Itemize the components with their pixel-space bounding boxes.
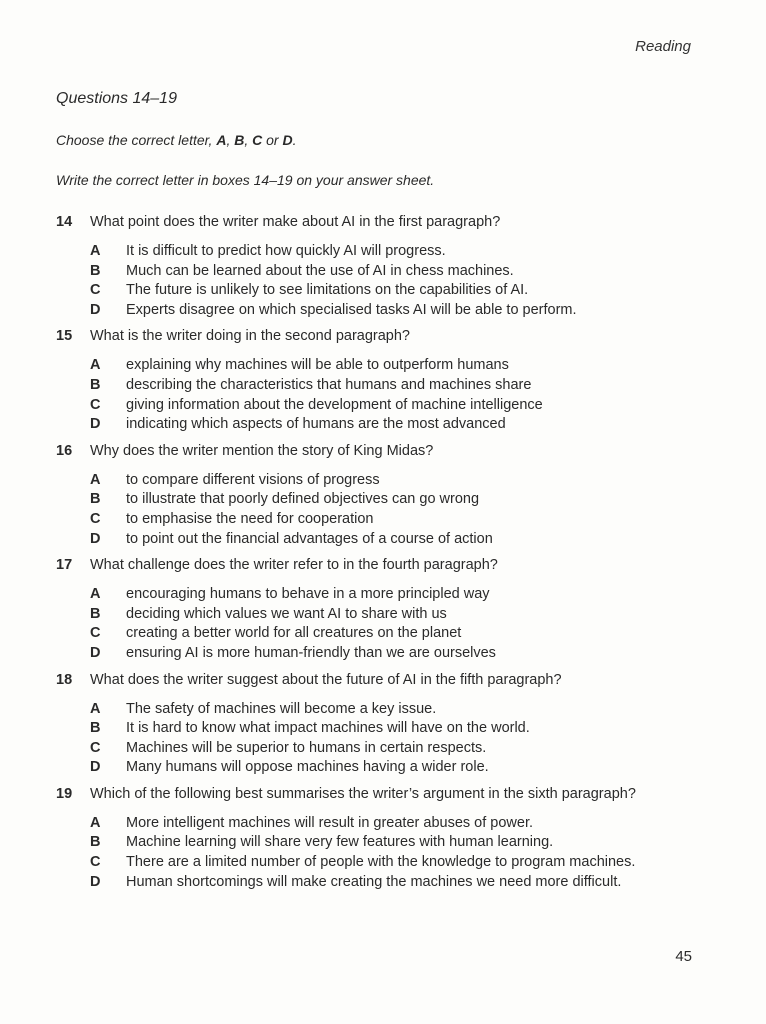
option-text: It is hard to know what impact machines will have on the world. bbox=[126, 720, 530, 737]
option-d bbox=[56, 301, 716, 321]
option-list bbox=[56, 585, 716, 663]
option-a bbox=[56, 585, 716, 605]
question-text: Which of the following best summarises the writer’s argument in the sixth paragraph? bbox=[90, 785, 636, 802]
instruction-pre: Choose the correct letter, bbox=[56, 132, 217, 148]
questions-title: Questions 14–19 bbox=[56, 90, 177, 107]
option-list bbox=[56, 471, 716, 549]
option-text: explaining why machines will be able to outperform humans bbox=[126, 357, 509, 374]
option-letter: A bbox=[90, 814, 101, 831]
option-text: Many humans will oppose machines having a wider role. bbox=[126, 759, 489, 776]
option-d bbox=[56, 415, 716, 435]
option-text: describing the characteristics that humans and machines share bbox=[126, 376, 532, 393]
option-letter: C bbox=[90, 739, 101, 756]
page-number: 45 bbox=[675, 948, 692, 965]
option-list bbox=[56, 356, 716, 434]
question-18 bbox=[56, 670, 716, 778]
option-letter: A bbox=[90, 357, 101, 374]
option-b bbox=[56, 833, 716, 853]
option-letter: A bbox=[90, 586, 101, 603]
option-a bbox=[56, 700, 716, 720]
question-number: 19 bbox=[56, 785, 73, 802]
option-letter: C bbox=[90, 510, 101, 527]
question-stem bbox=[56, 670, 716, 690]
option-a bbox=[56, 242, 716, 262]
question-number: 17 bbox=[56, 557, 73, 574]
option-text: to point out the financial advantages of a course of action bbox=[126, 530, 493, 547]
question-text: Why does the writer mention the story of King Midas? bbox=[90, 442, 434, 459]
option-list bbox=[56, 700, 716, 778]
option-text: giving information about the development of machine intelligence bbox=[126, 396, 543, 413]
option-d bbox=[56, 873, 716, 893]
option-text: creating a better world for all creatures on the planet bbox=[126, 625, 462, 642]
option-c bbox=[56, 510, 716, 530]
instruction-sep1: , bbox=[226, 132, 235, 148]
question-text: What does the writer suggest about the future of AI in the fifth paragraph? bbox=[90, 671, 562, 688]
option-d bbox=[56, 758, 716, 778]
option-letter: D bbox=[90, 873, 101, 890]
option-letter: B bbox=[90, 605, 101, 622]
section-header: Reading bbox=[635, 38, 691, 55]
question-14 bbox=[56, 212, 716, 320]
question-19 bbox=[56, 784, 716, 892]
instruction-mid: or bbox=[262, 132, 283, 148]
question-text: What challenge does the writer refer to in the fourth paragraph? bbox=[90, 557, 498, 574]
option-text: to emphasise the need for cooperation bbox=[126, 510, 374, 527]
question-text: What point does the writer make about AI in the first paragraph? bbox=[90, 214, 501, 230]
instruction-letter-a: A bbox=[216, 132, 227, 148]
option-letter: A bbox=[90, 700, 101, 717]
option-letter: B bbox=[90, 720, 101, 737]
option-c bbox=[56, 739, 716, 759]
option-c bbox=[56, 281, 716, 301]
option-list bbox=[56, 242, 716, 320]
option-letter: D bbox=[90, 416, 101, 433]
option-b bbox=[56, 376, 716, 396]
option-d bbox=[56, 530, 716, 550]
option-a bbox=[56, 356, 716, 376]
option-text: It is difficult to predict how quickly AI will progress. bbox=[126, 243, 446, 259]
option-letter: D bbox=[90, 530, 101, 547]
option-c bbox=[56, 396, 716, 416]
option-letter: B bbox=[90, 491, 101, 508]
question-17 bbox=[56, 555, 716, 663]
instruction-letter-d: D bbox=[282, 132, 293, 148]
option-letter: B bbox=[90, 376, 101, 393]
option-list bbox=[56, 814, 716, 892]
option-a bbox=[56, 814, 716, 834]
option-letter: C bbox=[90, 396, 101, 413]
option-letter: C bbox=[90, 854, 101, 871]
option-b bbox=[56, 262, 716, 282]
instruction-choose-letter bbox=[56, 132, 297, 148]
option-c bbox=[56, 624, 716, 644]
option-letter: D bbox=[90, 644, 101, 661]
option-letter: D bbox=[90, 759, 101, 776]
instruction-sep2: , bbox=[244, 132, 253, 148]
option-text: More intelligent machines will result in greater abuses of power. bbox=[126, 814, 534, 831]
question-stem bbox=[56, 441, 716, 461]
option-text: deciding which values we want AI to share with us bbox=[126, 605, 447, 622]
question-15 bbox=[56, 326, 716, 434]
option-text: to compare different visions of progress bbox=[126, 471, 380, 488]
option-text: Machines will be superior to humans in certain respects. bbox=[126, 739, 487, 756]
question-stem bbox=[56, 326, 716, 346]
option-b bbox=[56, 605, 716, 625]
option-letter: B bbox=[90, 834, 101, 851]
option-letter: D bbox=[90, 301, 101, 318]
option-b bbox=[56, 490, 716, 510]
option-letter: A bbox=[90, 471, 101, 488]
option-letter: A bbox=[90, 243, 101, 259]
question-number: 15 bbox=[56, 328, 73, 345]
question-list bbox=[56, 212, 716, 898]
instruction-answer-sheet: Write the correct letter in boxes 14–19 on your answer sheet. bbox=[56, 172, 435, 188]
option-b bbox=[56, 719, 716, 739]
question-number: 16 bbox=[56, 442, 73, 459]
option-text: encouraging humans to behave in a more principled way bbox=[126, 586, 490, 603]
question-number: 18 bbox=[56, 671, 73, 688]
option-letter: B bbox=[90, 262, 101, 279]
option-text: ensuring AI is more human-friendly than we are ourselves bbox=[126, 644, 496, 661]
question-stem bbox=[56, 555, 716, 575]
instruction-letter-b: B bbox=[234, 132, 245, 148]
question-stem bbox=[56, 784, 716, 804]
option-text: to illustrate that poorly defined objectives can go wrong bbox=[126, 491, 480, 508]
option-text: indicating which aspects of humans are the most advanced bbox=[126, 416, 506, 433]
option-text: Experts disagree on which specialised tasks AI will be able to perform. bbox=[126, 301, 577, 318]
option-text: Human shortcomings will make creating the machines we need more difficult. bbox=[126, 873, 622, 890]
option-d bbox=[56, 644, 716, 664]
question-stem bbox=[56, 212, 716, 232]
option-text: The future is unlikely to see limitations on the capabilities of AI. bbox=[126, 282, 529, 299]
instruction-end: . bbox=[292, 132, 297, 148]
question-text: What is the writer doing in the second paragraph? bbox=[90, 328, 410, 345]
option-text: The safety of machines will become a key issue. bbox=[126, 700, 437, 717]
option-a bbox=[56, 471, 716, 491]
question-16 bbox=[56, 441, 716, 549]
instruction-letter-c: C bbox=[252, 132, 263, 148]
option-letter: C bbox=[90, 625, 101, 642]
question-number: 14 bbox=[56, 214, 73, 230]
option-text: Much can be learned about the use of AI in chess machines. bbox=[126, 262, 514, 279]
option-text: There are a limited number of people with the knowledge to program machines. bbox=[126, 854, 636, 871]
option-letter: C bbox=[90, 282, 101, 299]
option-c bbox=[56, 853, 716, 873]
option-text: Machine learning will share very few features with human learning. bbox=[126, 834, 554, 851]
